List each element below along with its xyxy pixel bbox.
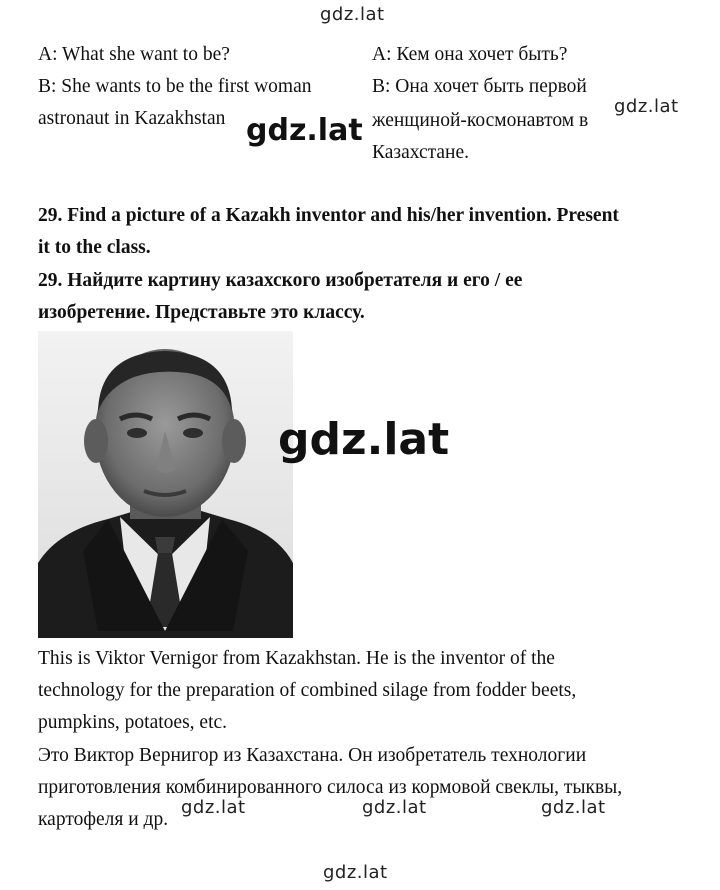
answer-ru-line3: картофеля и др. <box>38 809 169 830</box>
inventor-portrait-photo <box>38 331 293 638</box>
watermark-text: gdz.lat <box>246 113 363 148</box>
task-en-line1: 29. Find a picture of a Kazakh inventor and his/her invention. Present <box>38 205 619 226</box>
watermark-text: gdz.lat <box>323 862 388 883</box>
dialogue-en-line-a: A: What she want to be? <box>38 44 230 65</box>
dialogue-ru-line-b2: женщиной-космонавтом в <box>372 110 589 131</box>
dialogue-ru-line-a: A: Кем она хочет быть? <box>372 44 568 65</box>
task-ru-line1: 29. Найдите картину казахского изобретателя и его / ее <box>38 270 523 291</box>
dialogue-ru-line-b1: B: Она хочет быть первой <box>372 76 587 97</box>
watermark-text: gdz.lat <box>181 797 246 818</box>
dialogue-ru-line-b3: Казахстане. <box>372 142 469 163</box>
answer-en-line1: This is Viktor Vernigor from Kazakhstan. He is the inventor of the <box>38 648 555 669</box>
answer-ru-line2: приготовления комбинированного силоса из кормовой свеклы, тыквы, <box>38 777 623 798</box>
watermark-text: gdz.lat <box>614 96 679 117</box>
watermark-text: gdz.lat <box>320 4 385 25</box>
answer-en-line2: technology for the preparation of combined silage from fodder beets, <box>38 680 577 701</box>
task-en-line2: it to the class. <box>38 237 151 258</box>
watermark-text: gdz.lat <box>541 797 606 818</box>
dialogue-en-line-b1: B: She wants to be the first woman <box>38 76 312 97</box>
watermark-text: gdz.lat <box>278 414 450 465</box>
answer-en-line3: pumpkins, potatoes, etc. <box>38 712 228 733</box>
task-ru-line2: изобретение. Представьте это классу. <box>38 302 365 323</box>
watermark-text: gdz.lat <box>362 797 427 818</box>
answer-ru-line1: Это Виктор Вернигор из Казахстана. Он изобретатель технологии <box>38 745 587 766</box>
dialogue-en-line-b2: astronaut in Kazakhstan <box>38 108 226 129</box>
